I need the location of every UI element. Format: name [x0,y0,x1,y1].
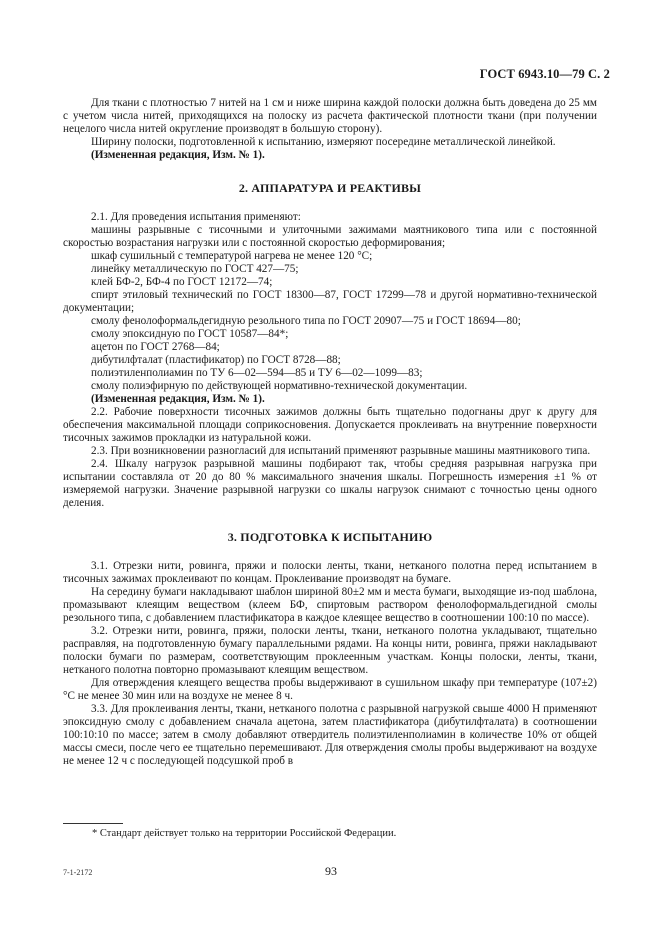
clause-2-3: 2.3. При возникновении разногласий для испытаний применяют разрывные машины маятникового типа. [91,445,591,457]
clause-3-2: 3.2. Отрезки нити, ровинга, пряжи, полоски ленты, ткани, нетканого полотна укладывают, тщательно расправляя, на подготовленную бумагу параллельными рядами. На концы нити, ровинга, пряжи накладывают полоски бумаги по размерам, соответствующим проклеенным участкам. Концы полоски, ленты, ткани, нетканого полотна повторно промазывают клеящим веществом. [63,625,597,676]
clause-3-3: 3.3. Для проклеивания ленты, ткани, нетканого полотна с разрывной нагрузкой свыше 4000 Н применяют эпоксидную смолу с добавлением сначала ацетона, затем пластификатора (дибутилфталата) в соотношении 100:10:10 по массе; затем в смолу добавляют отвердитель полиэтиленполиамин в количестве 10% от общей массы смеси, после чего ее тщательно перемешивают. Для отверждения смолы пробы выдерживают на воздухе не менее 12 ч с последующей подсушкой проб в [63,703,597,767]
amendment-note: (Измененная редакция, Изм. № 1). [91,393,265,405]
footnote-divider [63,823,123,824]
amendment-note: (Измененная редакция, Изм. № 1). [91,149,265,161]
equipment-item: смолу эпоксидную по ГОСТ 10587—84*; [91,328,289,340]
equipment-item: ацетон по ГОСТ 2768—84; [91,341,220,353]
section-2-heading: 2. АППАРАТУРА И РЕАКТИВЫ [238,181,422,195]
intro-paragraph-1: Для ткани с плотностью 7 нитей на 1 см и ниже ширина каждой полоски должна быть доведена до 25 мм с учетом числа нитей, приходящихся на полоску из расчета фактической плотности ткани (при получении нецелого числа нитей округление производят в большую сторону). [63,97,597,135]
equipment-item: смолу полиэфирную по действующей нормативно-технической документации. [91,380,468,392]
equipment-item: полиэтиленполиамин по ТУ 6—02—594—85 и ТУ 6—02—1099—83; [91,367,423,379]
equipment-item: смолу фенолоформальдегидную резольного типа по ГОСТ 20907—75 и ГОСТ 18694—80; [91,315,521,327]
equipment-item: шкаф сушильный с температурой нагрева не менее 120 °С; [91,250,373,262]
section-3-heading: 3. ПОДГОТОВКА К ИСПЫТАНИЮ [227,530,433,544]
equipment-item: спирт этиловый технический по ГОСТ 18300—87, ГОСТ 17299—78 и другой нормативно-технической документации; [63,289,597,314]
page-number: 93 [325,864,337,878]
footnote: * Стандарт действует только на территории Российской Федерации. [92,828,397,839]
clause-3-1: 3.1. Отрезки нити, ровинга, пряжи и полоски ленты, ткани, нетканого полотна перед испытанием в тисочных зажимах проклеивают по концам. Проклеивание производят на бумаге. [63,560,597,585]
print-code: 7-1-2172 [63,868,93,877]
clause-2-2: 2.2. Рабочие поверхности тисочных зажимов должны быть тщательно подогнаны друг к другу для обеспечения максимальной площади соприкосновения. Допускается проклеивать на внутренние поверхности тисочных зажимов прокладки из натуральной кожи. [63,406,597,444]
equipment-item: линейку металлическую по ГОСТ 427—75; [91,263,299,275]
clause-2-1: 2.1. Для проведения испытания применяют: [91,211,301,223]
clause-3-2-continued: Для отверждения клеящего вещества пробы выдерживают в сушильном шкафу при температуре (107±2) °С не менее 30 мин или на воздухе не менее 8 ч. [63,677,597,702]
equipment-item: клей БФ-2, БФ-4 по ГОСТ 12172—74; [91,276,273,288]
page-body [63,97,597,768]
clause-3-1-continued: На середину бумаги накладывают шаблон шириной 80±2 мм и места бумаги, выходящие из-под шаблона, промазывают клеящим веществом (клеем БФ, спиртовым раствором фенолоформальдегидной смолы резольного типа, с добавлением пластификатора в каждое клеящее вещество в соотношении 100:10 по массе). [63,586,597,624]
intro-paragraph-2: Ширину полоски, подготовленной к испытанию, измеряют посередине металлической линейкой. [91,136,556,148]
equipment-item: машины разрывные с тисочными и улиточными зажимами маятникового типа или с постоянной скоростью возрастания нагрузки или с постоянной скоростью деформирования; [63,224,597,249]
running-header: ГОСТ 6943.10—79 С. 2 [479,67,610,81]
clause-2-4: 2.4. Шкалу нагрузок разрывной машины подбирают так, чтобы средняя разрывная нагрузка при испытании составляла от 20 до 80 % максимального значения шкалы. Погрешность измерения ±1 % от измеряемой нагрузки. Значение разрывной нагрузки со шкалы нагрузок снимают с точностью цены одного деления. [63,458,597,509]
equipment-item: дибутилфталат (пластификатор) по ГОСТ 8728—88; [91,354,341,366]
